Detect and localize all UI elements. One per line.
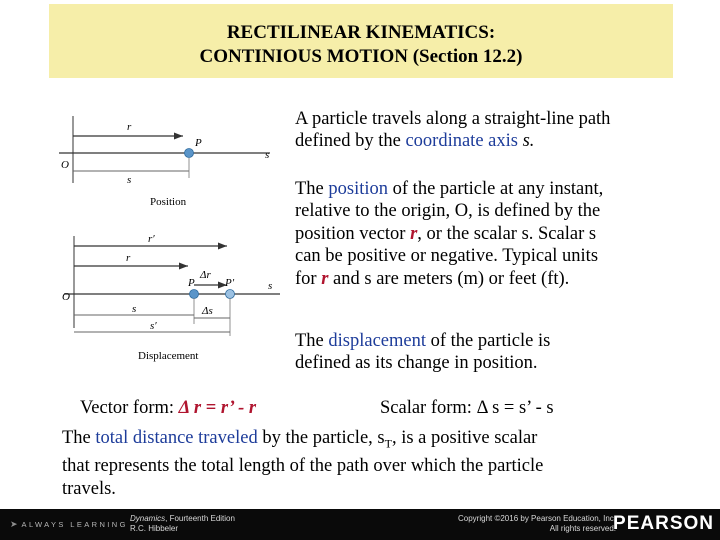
displacement-o-label: O [62, 291, 70, 303]
vector-form-label: Vector form: [80, 398, 179, 418]
position-r-label: r [127, 121, 132, 133]
total-distance-line1-pre: The [62, 428, 96, 448]
displacement-p-label: P [188, 277, 195, 289]
total-distance-line2: that represents the total length of the path over which the particle [62, 456, 544, 477]
paragraph2-line5-pre: for [295, 268, 322, 289]
always-learning-text: ALWAYS LEARNING [21, 520, 128, 529]
vector-r-symbol: r [410, 223, 418, 244]
position-caption: Position [150, 196, 187, 208]
paragraph2-line1-post: of the particle at any instant, [388, 179, 604, 199]
book-edition: , Fourteenth Edition [165, 514, 235, 523]
paragraph-position [295, 178, 603, 290]
paragraph3-line1-pre: The [295, 331, 329, 351]
paragraph2-line4: can be positive or negative. Typical units [295, 246, 599, 267]
paragraph1-line2-post: s. [517, 131, 535, 152]
displacement-s-prime-label: s′ [150, 320, 157, 332]
particle-p-marker [185, 149, 194, 158]
vector-r-symbol: r [321, 268, 329, 289]
total-distance-paragraph [62, 427, 543, 500]
paragraph-displacement [295, 330, 550, 375]
pearson-logo: PEARSON [613, 513, 714, 534]
displacement-term: displacement [328, 331, 426, 351]
total-distance-line1-mid: by the particle, s [257, 428, 385, 448]
title-banner [49, 4, 673, 78]
footer-bar [0, 509, 720, 540]
vector-form-formula: Δ r = r’ - r [178, 398, 257, 418]
paragraph2-line1-pre: The [295, 179, 329, 199]
copyright-notice [458, 514, 616, 534]
displacement-caption: Displacement [138, 350, 199, 362]
arrow-icon: ➤ [10, 519, 18, 529]
scalar-form [380, 397, 554, 419]
displacement-p-prime-label: P′ [225, 277, 235, 289]
always-learning-tagline [10, 519, 128, 530]
paragraph2-line2: relative to the origin, O, is defined by the [295, 201, 601, 222]
slide-title-line2: CONTINIOUS MOTION (Section 12.2) [199, 46, 523, 67]
displacement-s-label: s [132, 303, 137, 315]
particle-p-prime-marker [226, 290, 235, 299]
paragraph1-line1: A particle travels along a straight-line path [295, 109, 611, 129]
displacement-r-label: r [126, 252, 131, 264]
book-citation [130, 514, 235, 534]
paragraph2-line3-post: , or the scalar s. Scalar s [417, 223, 597, 244]
displacement-r-prime-label: r′ [148, 233, 155, 245]
paragraph2-line3-pre: position vector [295, 223, 411, 244]
total-distance-line1-post: , is a positive scalar [391, 428, 538, 448]
coordinate-axis-term: coordinate axis [405, 131, 518, 152]
paragraph1-line2-pre: defined by the [295, 131, 406, 152]
slide-title-line1: RECTILINEAR KINEMATICS: [226, 22, 496, 43]
position-term: position [328, 179, 389, 199]
vector-form [80, 397, 256, 419]
particle-p-marker [190, 290, 199, 299]
displacement-delta-s-label: Δs [202, 305, 213, 317]
displacement-delta-r-label: Δr [200, 269, 211, 281]
displacement-s-axis-label: s [268, 280, 273, 292]
displacement-figure [60, 228, 290, 368]
copyright-line1: Copyright ©2016 by Pearson Education, Inc. [458, 514, 616, 523]
total-distance-subscript: T [384, 436, 392, 451]
book-title: Dynamics [130, 514, 166, 523]
position-s-label: s [127, 174, 132, 186]
position-p-label: P [195, 137, 202, 149]
total-distance-line3: travels. [62, 478, 116, 499]
paragraph2-line5-post: and s are meters (m) or feet (ft). [328, 268, 570, 289]
total-distance-term: total distance traveled [95, 428, 258, 448]
copyright-line2: All rights reserved. [549, 524, 616, 533]
position-o-label: O [61, 159, 69, 171]
paragraph3-line2: defined as its change in position. [295, 353, 538, 374]
position-s-axis-label: s [265, 149, 270, 161]
scalar-form-formula: Δ s = s’ - s [476, 398, 554, 418]
book-author: R.C. Hibbeler [130, 524, 179, 533]
scalar-form-label: Scalar form: [380, 398, 477, 418]
position-figure [55, 108, 285, 213]
paragraph3-line1-post: of the particle is [426, 331, 551, 351]
paragraph-coordinate-axis [295, 108, 610, 153]
